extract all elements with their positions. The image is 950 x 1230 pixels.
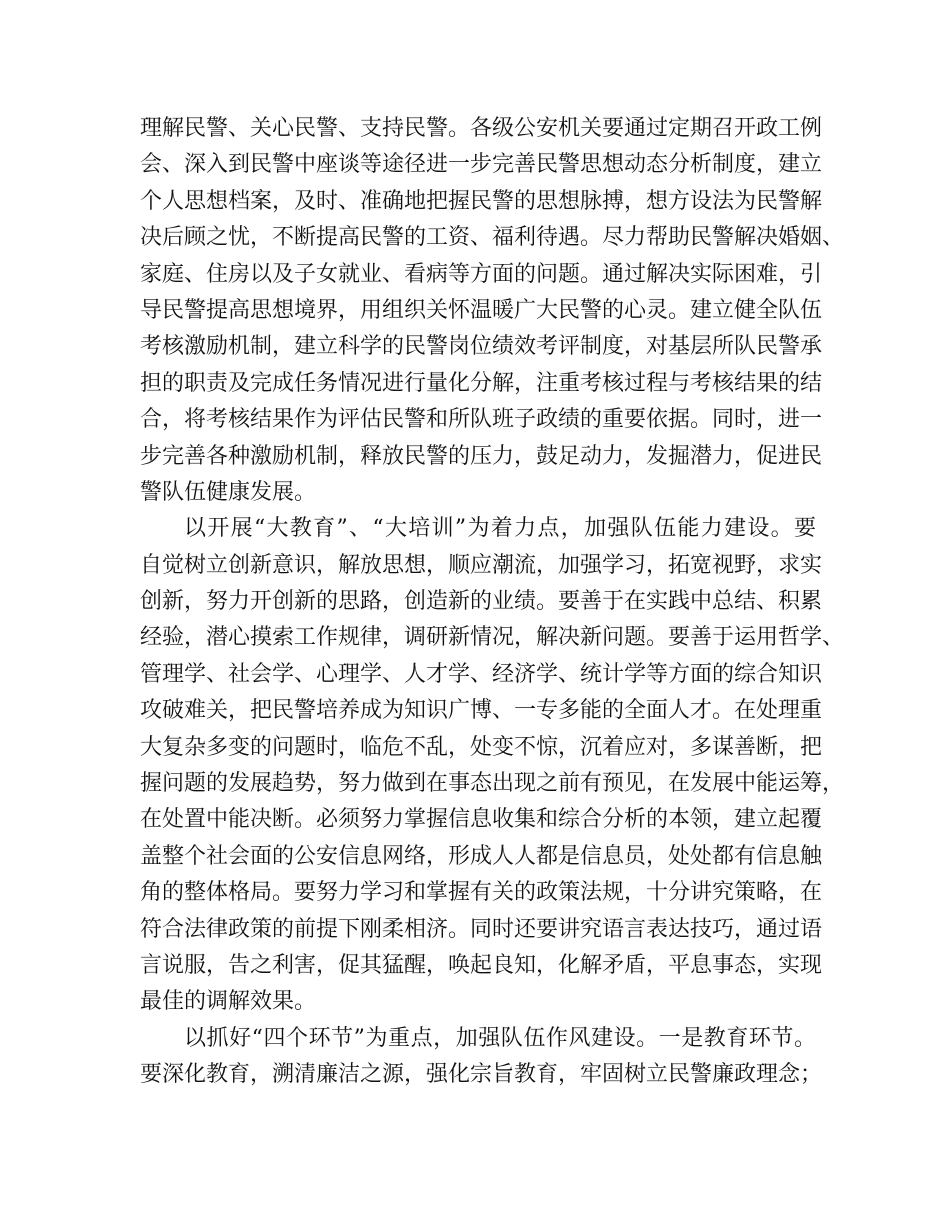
text-line: 攻破难关，把民警培养成为知识广博、一专多能的全面人才。在处理重 [140, 698, 823, 724]
text-line: 以抓好“四个环节”为重点，加强队伍作风建设。一是教育环节。 [184, 1025, 816, 1051]
text-line: 导民警提高思想境界，用组织关怀温暖广大民警的心灵。建立健全队伍 [140, 297, 823, 323]
text-line: 考核激励机制，建立科学的民警岗位绩效考评制度，对基层所队民警承 [140, 334, 823, 360]
text-line: 理解民警、关心民警、支持民警。各级公安机关要通过定期召开政工例 [140, 116, 823, 141]
text-line: 决后顾之忧，不断提高民警的工资、福利待遇。尽力帮助民警解决婚姻、 [140, 225, 845, 251]
text-line: 管理学、社会学、心理学、人才学、经济学、统计学等方面的综合知识 [140, 661, 823, 687]
text-line: 符合法律政策的前提下刚柔相济。同时还要讲究语言表达技巧，通过语 [140, 916, 823, 942]
paragraph-1 [140, 111, 845, 511]
text-line: 创新，努力开创新的思路，创造新的业绩。要善于在实践中总结、积累 [140, 589, 823, 615]
text-line: 担的职责及完成任务情况进行量化分解，注重考核过程与考核结果的结 [140, 370, 823, 396]
document-page [140, 111, 845, 1094]
text-line: 经验，潜心摸索工作规律，调研新情况，解决新问题。要善于运用哲学、 [140, 625, 845, 651]
text-line: 要深化教育，溯清廉洁之源，强化宗旨教育，牢固树立民警廉政理念； [140, 1062, 823, 1088]
paragraph-2 [140, 511, 845, 1020]
text-line: 家庭、住房以及子女就业、看病等方面的问题。通过解决实际困难，引 [140, 261, 823, 287]
text-line: 最佳的调解效果。 [140, 989, 317, 1015]
text-line: 角的整体格局。要努力学习和掌握有关的政策法规，十分讲究策略，在 [140, 880, 823, 906]
text-line: 在处置中能决断。必须努力掌握信息收集和综合分析的本领，建立起覆 [140, 807, 823, 833]
text-line: 大复杂多变的问题时，临危不乱，处变不惊，沉着应对，多谋善断，把 [140, 734, 823, 760]
text-line: 自觉树立创新意识，解放思想，顺应潮流，加强学习，拓宽视野，求实 [140, 552, 823, 578]
text-line: 警队伍健康发展。 [140, 479, 317, 505]
text-line: 步完善各种激励机制，释放民警的压力，鼓足动力，发掘潜力，促进民 [140, 443, 823, 469]
text-line: 言说服，告之利害，促其猛醒，唤起良知，化解矛盾，平息事态，实现 [140, 952, 823, 978]
text-line: 合，将考核结果作为评估民警和所队班子政绩的重要依据。同时，进一 [140, 407, 823, 433]
text-line: 个人思想档案，及时、准确地把握民警的思想脉搏，想方设法为民警解 [140, 188, 823, 214]
text-line: 以开展“大教育”、“大培训”为着力点，加强队伍能力建设。要 [184, 516, 816, 542]
text-line: 盖整个社会面的公安信息网络，形成人人都是信息员，处处都有信息触 [140, 843, 823, 869]
text-line: 握问题的发展趋势，努力做到在事态出现之前有预见，在发展中能运筹， [140, 771, 845, 797]
text-line: 会、深入到民警中座谈等途径进一步完善民警思想动态分析制度，建立 [140, 152, 823, 178]
paragraph-3 [140, 1021, 823, 1094]
